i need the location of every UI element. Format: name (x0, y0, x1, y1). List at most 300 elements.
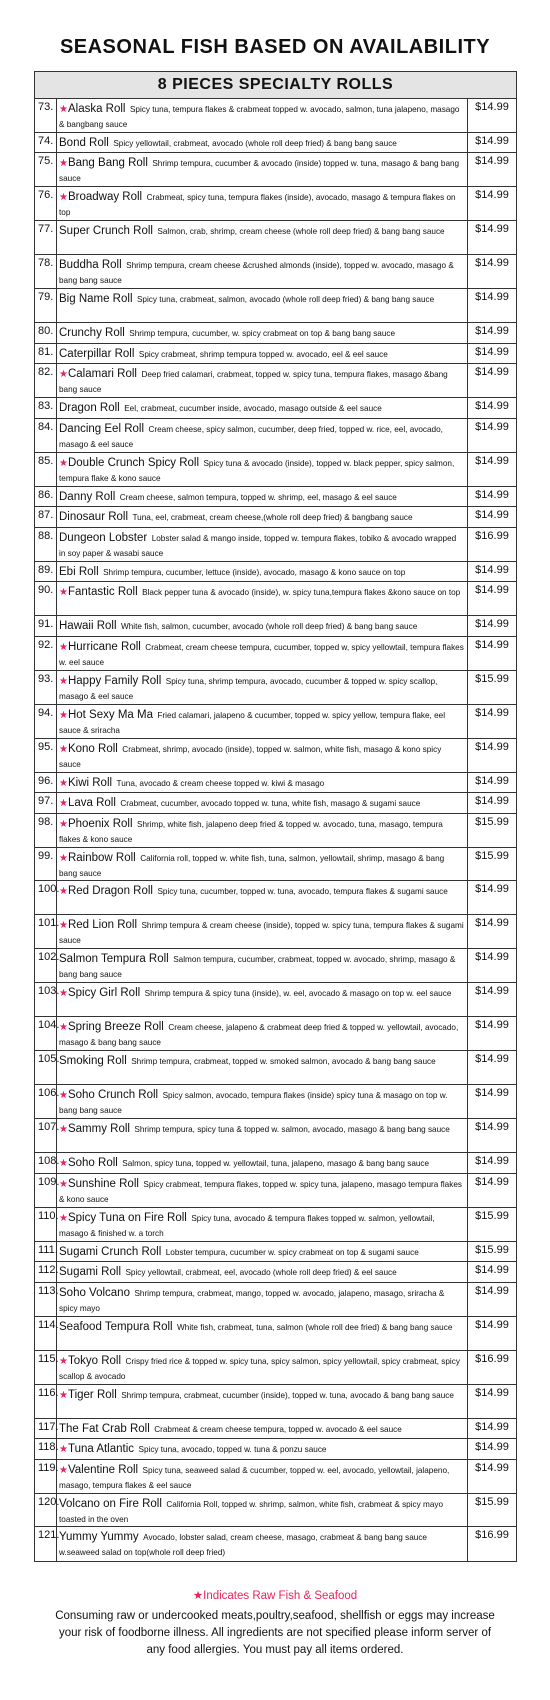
item-price: $16.99 (475, 529, 509, 542)
food-safety-disclaimer: Consuming raw or undercooked meats,poultry,seafood, shellfish or eggs may increase your risk of foodborne illness. All ingredients are not specified please inform server of any food allergies. You must pay all items ordered. (55, 1610, 495, 1656)
item-description-cell (57, 1283, 468, 1316)
roll-name: Buddha Roll (59, 259, 122, 272)
raw-fish-star-icon: ★ (59, 1178, 68, 1190)
raw-fish-star-icon: ★ (59, 886, 68, 898)
item-number: 120. (35, 1494, 57, 1527)
menu-row (35, 1494, 516, 1528)
raw-fish-star-icon: ★ (59, 587, 68, 599)
menu-row (35, 1385, 516, 1419)
item-price: $14.99 (475, 740, 509, 753)
item-number: 92. (35, 637, 57, 670)
menu-row (35, 1051, 516, 1085)
item-number: 93. (35, 671, 57, 704)
item-price: $14.99 (475, 101, 509, 113)
roll-ingredients: Avocado, lobster salad, cream cheese, masago, crabmeat & bang bang sauce w.seaweed salad on top(whole roll deep fried) (59, 1533, 427, 1558)
roll-name: Super Crunch Roll (59, 225, 153, 238)
item-description-cell (57, 453, 468, 486)
roll-name: Double Crunch Spicy Roll (67, 456, 200, 469)
roll-name: Dinosaur Roll (59, 511, 129, 524)
item-number: 89. (35, 562, 57, 582)
roll-ingredients: Spicy crabmeat, tempura flakes, topped w. spicy tuna, jalapeno, masago tempura flakes & kono sauce (59, 1179, 462, 1204)
roll-ingredients: Cream cheese, spicy salmon, cucumber, deep fried, topped w. rice, eel, avocado, masago & eel sauce (59, 424, 443, 449)
section-header: 8 PIECES SPECIALTY ROLLS (35, 72, 516, 99)
raw-fish-star-icon: ★ (59, 777, 68, 789)
item-description-cell (57, 1439, 468, 1459)
roll-ingredients: Fried calamari, jalapeno & cucumber, topped w. spicy yellow, tempura flake, eel sauce & sriracha (59, 710, 446, 735)
roll-name: Alaska Roll (67, 103, 126, 115)
item-description-cell (57, 1017, 468, 1050)
item-description-cell (57, 814, 468, 847)
item-description-cell (57, 398, 468, 418)
item-description-cell (57, 881, 468, 914)
raw-fish-star-icon: ★ (59, 369, 68, 381)
item-price: $15.99 (475, 849, 509, 862)
item-price: $14.99 (475, 134, 509, 147)
item-number: 99. (35, 848, 57, 881)
menu-row (35, 364, 516, 398)
raw-fish-star-icon: ★ (59, 1022, 68, 1034)
item-price: $14.99 (475, 1019, 509, 1032)
roll-ingredients: Crispy fried rice & topped w. spicy tuna, spicy salmon, spicy yellowtail, spicy crabmeat, spicy scallop & avocado (59, 1356, 460, 1381)
item-description-cell (57, 616, 468, 636)
roll-ingredients: Shrimp tempura & spicy tuna (inside), w. eel, avocado & masago on top w. eel sauce (144, 989, 452, 999)
roll-ingredients: Spicy tuna, crabmeat, salmon, avocado (whole roll deep fried) & bang bang sauce (136, 295, 435, 305)
item-number: 103. (35, 983, 57, 1016)
item-description-cell (57, 793, 468, 813)
roll-ingredients: Deep fried calamari, crabmeat, topped w. spicy tuna, tempura flakes, masago &bang bang sauce (59, 370, 448, 395)
menu-row (35, 153, 516, 187)
item-description-cell (57, 582, 468, 615)
roll-name: Spicy Girl Roll (67, 987, 141, 1000)
item-price: $14.99 (475, 638, 509, 651)
roll-name: Volcano on Fire Roll (59, 1497, 162, 1510)
raw-fish-legend: ★Indicates Raw Fish & Seafood (192, 1590, 358, 1602)
roll-ingredients: Tuna, avocado & cream cheese topped w. kiwi & masago (116, 778, 325, 788)
specialty-rolls-table (34, 71, 517, 1562)
menu-row (35, 881, 516, 915)
roll-name: Crunchy Roll (59, 327, 125, 340)
roll-name: The Fat Crab Roll (59, 1422, 150, 1435)
roll-ingredients: Black pepper tuna & avocado (inside), w. spicy tuna,tempura flakes &kono sauce on top (142, 588, 461, 598)
item-number: 104. (35, 1017, 57, 1050)
menu-row (35, 453, 516, 487)
raw-fish-star-icon: ★ (59, 104, 68, 115)
raw-fish-star-icon: ★ (59, 1090, 68, 1102)
roll-name: Red Dragon Roll (67, 885, 153, 898)
item-description-cell (57, 528, 468, 561)
item-description-cell (57, 323, 468, 343)
item-description-cell (57, 133, 468, 153)
raw-fish-star-icon: ★ (59, 1389, 68, 1401)
roll-name: Salmon Tempura Roll (59, 953, 169, 966)
item-description-cell (57, 562, 468, 582)
roll-ingredients: Spicy tuna, shrimp tempura, avocado, cucumber & topped w. spicy scallop, masago & eel sauce (59, 676, 438, 701)
item-description-cell (57, 705, 468, 738)
raw-fish-star-icon: ★ (59, 192, 68, 204)
roll-ingredients: Spicy tuna, avocado & tempura flakes topped w. salmon, yellowtail, masago & finished w. a torch (59, 1213, 435, 1238)
menu-row (35, 528, 516, 562)
menu-row (35, 323, 516, 344)
roll-name: Sugami Crunch Roll (59, 1245, 162, 1258)
menu-row (35, 221, 516, 255)
menu-row (35, 562, 516, 583)
item-number: 121. (35, 1527, 57, 1561)
item-number: 88. (35, 528, 57, 561)
item-description-cell (57, 289, 468, 322)
item-price: $14.99 (475, 951, 509, 964)
item-description-cell (57, 1119, 468, 1152)
item-number: 97. (35, 793, 57, 813)
menu-row (35, 793, 516, 814)
raw-fish-star-icon: ★ (59, 1464, 68, 1476)
roll-name: Calamari Roll (67, 368, 137, 381)
item-price: $15.99 (475, 1495, 509, 1508)
raw-fish-star-icon: ★ (59, 457, 68, 469)
item-price: $16.99 (475, 1529, 509, 1542)
menu-row (35, 1153, 516, 1174)
item-number: 80. (35, 323, 57, 343)
menu-row (35, 1017, 516, 1051)
roll-ingredients: California roll, topped w. white fish, tuna, salmon, yellowtail, shrimp, masago & bang bang sauce (59, 853, 445, 878)
raw-fish-star-icon: ★ (59, 1355, 68, 1367)
item-description-cell (57, 1174, 468, 1207)
roll-ingredients: White fish, salmon, cucumber, avocado (whole roll deep fried) & bang bang sauce (120, 622, 418, 632)
raw-fish-star-icon: ★ (59, 743, 68, 755)
roll-ingredients: Spicy yellowtail, crabmeat, avocado (whole roll deep fried) & bang bang sauce (113, 138, 397, 148)
menu-row (35, 848, 516, 882)
item-description-cell (57, 671, 468, 704)
menu-row (35, 582, 516, 616)
item-description-cell (57, 187, 468, 220)
roll-ingredients: Shrimp tempura, cucumber, lettuce (inside), avocado, masago & kono sauce on top (103, 567, 406, 577)
menu-row (35, 1242, 516, 1263)
roll-name: Spicy Tuna on Fire Roll (67, 1211, 187, 1224)
item-price: $14.99 (475, 420, 509, 433)
roll-name: Sunshine Roll (67, 1177, 139, 1190)
item-description-cell (57, 1527, 468, 1561)
roll-name: Valentine Roll (67, 1463, 139, 1476)
item-description-cell (57, 221, 468, 254)
menu-row (35, 289, 516, 323)
menu-row (35, 616, 516, 637)
roll-name: Broadway Roll (67, 191, 143, 204)
item-description-cell (57, 1051, 468, 1084)
roll-ingredients: Cream cheese, jalapeno & crabmeat deep fried & topped w. yellowtail, avocado, masago & bang bang sauce (59, 1023, 459, 1048)
item-description-cell (57, 1351, 468, 1384)
item-number: 117. (35, 1419, 57, 1439)
raw-fish-star-icon: ★ (59, 641, 68, 653)
raw-fish-star-icon: ★ (59, 852, 68, 864)
roll-ingredients: California Roll, topped w. shrimp, salmon, white fish, crabmeat & spicy mayo toasted in the oven (59, 1499, 444, 1524)
roll-ingredients: Lobster tempura, cucumber w. spicy crabmeat on top & sugami sauce (165, 1247, 419, 1257)
menu-row (35, 187, 516, 221)
item-price: $14.99 (475, 1284, 509, 1297)
roll-ingredients: Shrimp tempura, crabmeat, mango, topped w. avocado, jalapeno, masago, sriracha & spicy mayo (59, 1288, 445, 1313)
roll-ingredients: Salmon, spicy tuna, topped w. yellowtail, tuna, jalapeno, masago & bang bang sauce (122, 1159, 430, 1169)
item-number: 107. (35, 1119, 57, 1152)
menu-row (35, 1439, 516, 1460)
item-description-cell (57, 364, 468, 397)
item-number: 109. (35, 1174, 57, 1207)
menu-row (35, 1527, 516, 1561)
item-price: $14.99 (475, 774, 509, 787)
roll-ingredients: Crabmeat, shrimp, avocado (inside), topped w. salmon, white fish, masago & kono spicy sauce (59, 744, 442, 769)
roll-ingredients: Spicy tuna, avocado, topped w. tuna & ponzu sauce (138, 1445, 327, 1455)
roll-name: Lava Roll (67, 797, 116, 810)
roll-ingredients: Salmon, crab, shrimp, cream cheese (whole roll deep fried) & bang bang sauce (157, 227, 445, 237)
item-price: $14.99 (475, 400, 509, 413)
item-price: $14.99 (475, 1087, 509, 1100)
item-price: $14.99 (475, 795, 509, 808)
item-price: $14.99 (475, 257, 509, 270)
roll-ingredients: Eel, crabmeat, cucumber inside, avocado, masago outside & eel sauce (124, 404, 382, 414)
roll-ingredients: Spicy tuna, tempura flakes & crabmeat topped w. avocado, salmon, tuna jalapeno, masago & bangbang sauce (59, 105, 460, 129)
roll-ingredients: Shrimp tempura, cucumber, w. spicy crabmeat on top & bang bang sauce (129, 329, 396, 339)
item-description-cell (57, 153, 468, 186)
item-number: 85. (35, 453, 57, 486)
raw-fish-star-icon: ★ (59, 1158, 68, 1170)
item-price: $14.99 (475, 291, 509, 304)
roll-ingredients: Crabmeat & cream cheese tempura, topped w. avocado & eel sauce (154, 1424, 402, 1434)
roll-name: Danny Roll (59, 490, 116, 503)
roll-ingredients: Spicy tuna, seaweed salad & cucumber, topped w. eel, avocado, yellowtail, jalapeno, masago, tempura flakes & eel sauce (59, 1465, 450, 1490)
roll-ingredients: Spicy salmon, avocado, tempura flakes (inside) spicy tuna & masago on top w. bang bang sauce (59, 1091, 448, 1116)
item-number: 83. (35, 398, 57, 418)
roll-ingredients: Shrimp tempura, spicy tuna & topped w. salmon, avocado, masago & bang bang sauce (134, 1125, 450, 1135)
roll-ingredients: Salmon tempura, cucumber, crabmeat, topped w. avocado, shrimp, masago & bang bang sauce (59, 955, 456, 980)
item-description-cell (57, 1317, 468, 1350)
roll-ingredients: Shrimp tempura, crabmeat, cucumber (inside), topped w. tuna, avocado & bang bang sauce (121, 1390, 454, 1400)
item-price: $14.99 (475, 563, 509, 576)
menu-row (35, 398, 516, 419)
item-description-cell (57, 1419, 468, 1439)
item-price: $14.99 (475, 706, 509, 719)
item-number: 106. (35, 1085, 57, 1118)
item-description-cell (57, 419, 468, 452)
roll-name: Dancing Eel Roll (59, 422, 145, 435)
item-price: $14.99 (475, 488, 509, 501)
menu-row (35, 1174, 516, 1208)
item-price: $14.99 (475, 883, 509, 896)
item-number: 96. (35, 773, 57, 793)
item-price: $14.99 (475, 366, 509, 379)
roll-name: Tuna Atlantic (67, 1443, 135, 1456)
item-description-cell (57, 915, 468, 948)
item-price: $14.99 (475, 155, 509, 168)
menu-row (35, 255, 516, 289)
menu-row (35, 705, 516, 739)
roll-name: Bond Roll (59, 136, 109, 149)
page-title: SEASONAL FISH BASED ON AVAILABILITY (59, 36, 491, 58)
menu-row (35, 739, 516, 773)
item-price: $14.99 (475, 1461, 509, 1474)
roll-name: Red Lion Roll (67, 919, 138, 932)
menu-row (35, 983, 516, 1017)
raw-fish-star-icon: ★ (59, 988, 68, 1000)
item-description-cell (57, 1494, 468, 1527)
menu-row (35, 814, 516, 848)
item-description-cell (57, 1385, 468, 1418)
menu-row (35, 1085, 516, 1119)
item-description-cell (57, 487, 468, 507)
item-price: $15.99 (475, 815, 509, 828)
item-price: $14.99 (475, 917, 509, 930)
item-number: 76. (35, 187, 57, 220)
roll-name: Ebi Roll (59, 565, 99, 578)
item-number: 116. (35, 1385, 57, 1418)
raw-fish-star-icon: ★ (59, 675, 68, 687)
menu-row (35, 1119, 516, 1153)
roll-name: Tokyo Roll (67, 1354, 122, 1367)
item-description-cell (57, 773, 468, 793)
item-description-cell (57, 848, 468, 881)
menu-row (35, 773, 516, 794)
roll-name: Seafood Tempura Roll (59, 1320, 173, 1333)
item-number: 90. (35, 582, 57, 615)
item-description-cell (57, 949, 468, 982)
roll-ingredients: Lobster salad & mango inside, topped w. tempura flakes, tobiko & avocado wrapped in soy paper & wasabi sauce (59, 533, 457, 558)
item-number: 82. (35, 364, 57, 397)
item-number: 73. (35, 99, 57, 132)
roll-name: Hurricane Roll (67, 640, 141, 653)
item-number: 111. (35, 1242, 57, 1262)
roll-name: Smoking Roll (59, 1055, 127, 1068)
item-number: 115. (35, 1351, 57, 1384)
roll-name: Big Name Roll (59, 293, 133, 306)
item-price: $14.99 (475, 1441, 509, 1454)
item-number: 105. (35, 1051, 57, 1084)
menu-row (35, 1419, 516, 1440)
raw-fish-star-icon: ★ (59, 798, 68, 810)
item-price: $14.99 (475, 1155, 509, 1168)
item-number: 95. (35, 739, 57, 772)
item-description-cell (57, 99, 468, 132)
item-price: $14.99 (475, 1053, 509, 1066)
item-price: $15.99 (475, 672, 509, 685)
roll-name: Yummy Yummy (59, 1531, 139, 1544)
item-description-cell (57, 344, 468, 364)
item-number: 87. (35, 507, 57, 527)
raw-fish-star-icon: ★ (59, 1212, 68, 1224)
roll-ingredients: Tuna, eel, crabmeat, cream cheese,(whole roll deep fried) & bangbang sauce (132, 513, 413, 523)
roll-ingredients: Shrimp tempura, cream cheese &crushed almonds (inside), topped w. avocado, masago & bang bang sauce (59, 261, 454, 286)
roll-ingredients: Shrimp tempura & cream cheese (inside), topped w. spicy tuna, tempura flakes & sugami sauce (59, 921, 464, 946)
roll-ingredients: Shrimp tempura, cucumber & avocado (inside) topped w. tuna, masago & bang bang sauce (59, 159, 460, 184)
roll-name: Tiger Roll (67, 1388, 117, 1401)
menu-row (35, 133, 516, 154)
item-price: $14.99 (475, 1264, 509, 1277)
menu-row (35, 344, 516, 365)
item-number: 77. (35, 221, 57, 254)
menu-row (35, 915, 516, 949)
item-price: $16.99 (475, 1352, 509, 1365)
roll-ingredients: White fish, crabmeat, tuna, salmon (whole roll dee fried) & bang bang sauce (177, 1322, 453, 1332)
item-number: 74. (35, 133, 57, 153)
roll-name: Soho Crunch Roll (67, 1089, 159, 1102)
item-number: 84. (35, 419, 57, 452)
item-description-cell (57, 1242, 468, 1262)
item-description-cell (57, 1085, 468, 1118)
roll-ingredients: Spicy tuna & avocado (inside), topped w. black pepper, spicy salmon, tempura flake & kono sauce (59, 458, 455, 483)
item-number: 118. (35, 1439, 57, 1459)
roll-name: Fantastic Roll (67, 586, 138, 599)
raw-fish-star-icon: ★ (59, 158, 68, 170)
item-description-cell (57, 1460, 468, 1493)
item-price: $14.99 (475, 509, 509, 522)
item-price: $14.99 (475, 1175, 509, 1188)
item-price: $14.99 (475, 223, 509, 236)
raw-fish-star-icon: ★ (59, 920, 68, 932)
roll-ingredients: Spicy tuna, cucumber, topped w. tuna, avocado, tempura flakes & sugami sauce (157, 887, 448, 897)
menu-row (35, 99, 516, 133)
menu-row (35, 419, 516, 453)
roll-name: Kono Roll (67, 742, 118, 755)
item-number: 114. (35, 1317, 57, 1350)
roll-ingredients: Shrimp, white fish, jalapeno deep fried & topped w. avocado, tuna, masago, tempura flakes & kono sauce (59, 819, 443, 844)
menu-row (35, 637, 516, 671)
roll-ingredients: Spicy yellowtail, crabmeat, eel, avocado (whole roll deep fried) & eel sauce (125, 1268, 397, 1278)
roll-ingredients: Cream cheese, salmon tempura, topped w. shrimp, eel, masago & eel sauce (119, 492, 397, 502)
item-number: 119. (35, 1460, 57, 1493)
raw-fish-star-icon: ★ (59, 709, 68, 721)
roll-ingredients: Spicy crabmeat, shrimp tempura topped w. avocado, eel & eel sauce (138, 349, 388, 359)
raw-fish-star-icon: ★ (59, 1124, 68, 1136)
menu-row (35, 949, 516, 983)
item-number: 81. (35, 344, 57, 364)
item-number: 91. (35, 616, 57, 636)
roll-name: Hawaii Roll (59, 620, 117, 633)
item-number: 110. (35, 1208, 57, 1241)
item-number: 78. (35, 255, 57, 288)
item-description-cell (57, 1208, 468, 1241)
rolls-list (35, 99, 516, 1561)
roll-name: Dragon Roll (59, 402, 120, 415)
item-number: 113. (35, 1283, 57, 1316)
item-price: $14.99 (475, 1420, 509, 1433)
roll-name: Dungeon Lobster (59, 531, 148, 544)
item-price: $14.99 (475, 618, 509, 631)
item-price: $14.99 (475, 1318, 509, 1331)
item-description-cell (57, 1153, 468, 1173)
roll-name: Hot Sexy Ma Ma (67, 708, 153, 721)
item-price: $14.99 (475, 454, 509, 467)
item-number: 102. (35, 949, 57, 982)
item-number: 100. (35, 881, 57, 914)
roll-name: Sammy Roll (67, 1123, 130, 1136)
raw-fish-star-icon: ★ (59, 818, 68, 830)
roll-ingredients: Crabmeat, cream cheese tempura, cucumber, topped w, spicy yellowtail, tempura flakes w. eel sauce (59, 642, 464, 667)
menu-row (35, 1317, 516, 1351)
roll-name: Rainbow Roll (67, 851, 136, 864)
item-price: $14.99 (475, 1386, 509, 1399)
item-number: 94. (35, 705, 57, 738)
item-price: $14.99 (475, 325, 509, 338)
roll-name: Bang Bang Roll (67, 157, 148, 170)
roll-ingredients: Shrimp tempura, crabmeat, topped w. smoked salmon, avocado & bang bang sauce (131, 1057, 436, 1067)
item-number: 75. (35, 153, 57, 186)
item-description-cell (57, 507, 468, 527)
menu-row (35, 487, 516, 508)
item-description-cell (57, 255, 468, 288)
roll-ingredients: Crabmeat, cucumber, avocado topped w. tuna, white fish, masago & sugami sauce (120, 799, 421, 809)
roll-ingredients: Crabmeat, spicy tuna, tempura flakes (inside), avocado, masago & tempura flakes on top (59, 193, 456, 218)
roll-name: Happy Family Roll (67, 674, 162, 687)
raw-fish-star-icon: ★ (59, 1444, 68, 1456)
item-number: 108. (35, 1153, 57, 1173)
item-price: $14.99 (475, 985, 509, 998)
item-description-cell (57, 1262, 468, 1282)
item-price: $14.99 (475, 345, 509, 358)
